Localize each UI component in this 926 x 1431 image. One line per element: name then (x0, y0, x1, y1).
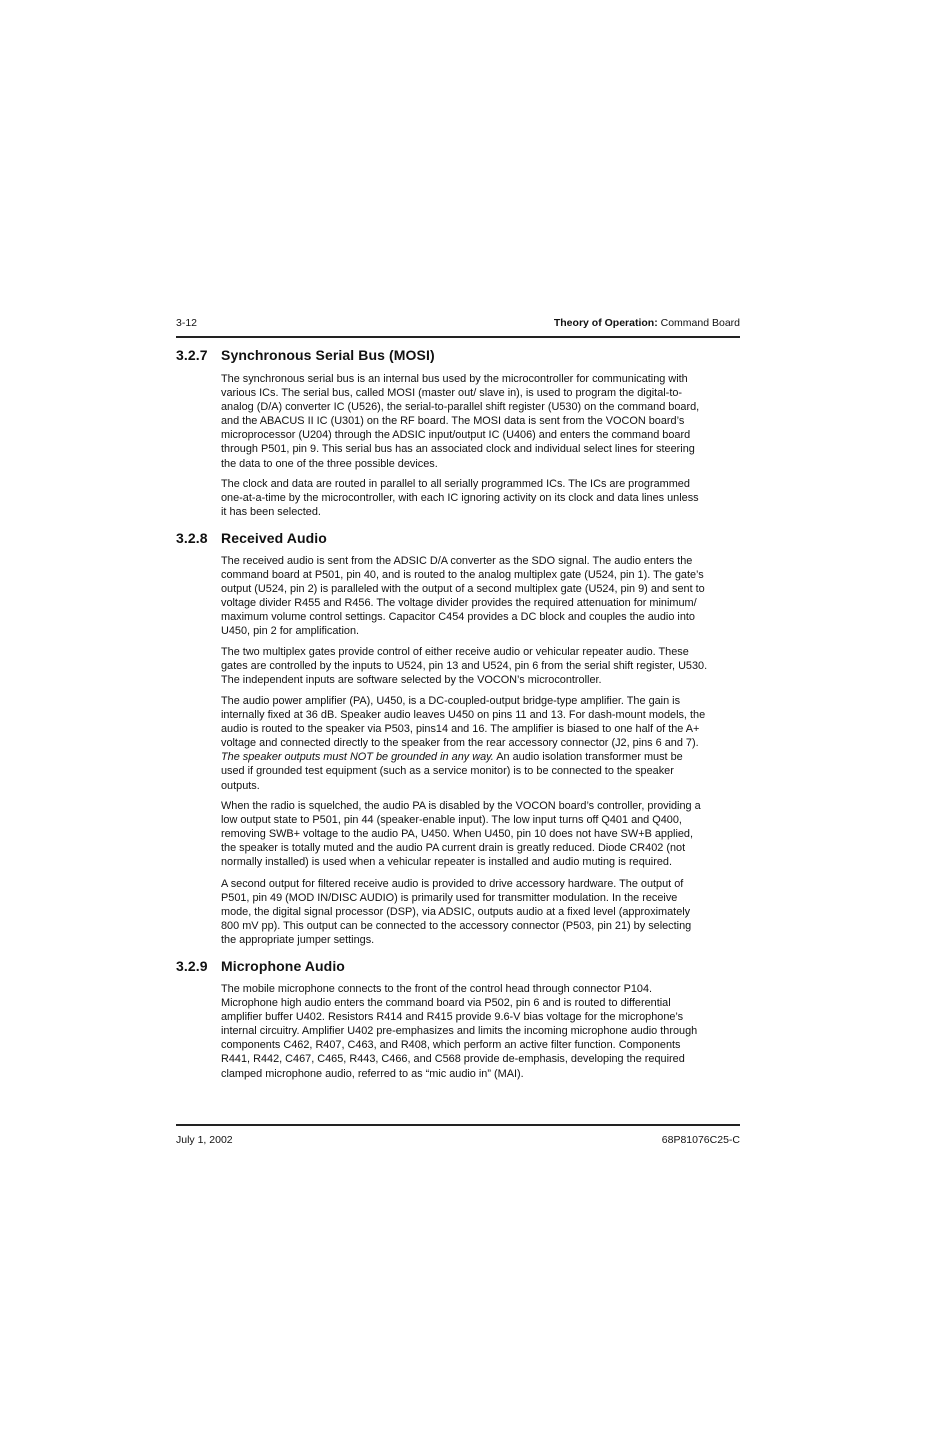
paragraph (221, 477, 741, 519)
section-title: Received Audio (221, 530, 327, 546)
paragraph (221, 645, 741, 687)
paragraph (221, 372, 741, 471)
text-line: The clock and data are routed in parallel to all serially programmed ICs. The ICs are programmed (221, 478, 690, 490)
paragraph (221, 694, 741, 793)
section-heading-3-2-9 (176, 958, 345, 974)
text-line: microprocessor (U204) through the ADSIC input/output IC (U406) and enters the command board (221, 429, 691, 442)
text-line: A second output for filtered receive audio is provided to drive accessory hardware. The output of (221, 878, 684, 890)
text-line: Microphone high audio enters the command board via P502, pin 6 and is routed to differential (221, 997, 671, 1010)
section-heading-3-2-8 (176, 530, 327, 546)
section-number: 3.2.9 (176, 958, 208, 974)
text-line: command board at P501, pin 40, and is routed to the analog multiplex gate (U524, pin 1). The gate’s (221, 569, 704, 582)
text-line: The synchronous serial bus is an internal bus used by the microcontroller for communicating with (221, 373, 688, 385)
text-line: The two multiplex gates provide control of either receive audio or vehicular repeater audio. These (221, 646, 689, 658)
text-line: it has been selected. (221, 506, 321, 519)
text-line: When the radio is squelched, the audio PA is disabled by the VOCON board’s controller, providing a (221, 800, 701, 812)
text-line: low output state to P501, pin 44 (speaker-enable input). The low input turns off Q401 and Q400, (221, 814, 682, 827)
text-line: and the ABACUS II IC (U301) on the RF board. The MOSI data is sent from the VOCON board’s (221, 415, 685, 428)
section-number: 3.2.8 (176, 530, 208, 546)
text-line: The received audio is sent from the ADSIC D/A converter as the SDO signal. The audio enters the (221, 555, 693, 567)
text-line: 800 mV pp). This output can be connected to the accessory connector (P503, pin 21) by selecting (221, 920, 692, 933)
text-line: outputs. (221, 779, 260, 792)
text-line: The independent inputs are software selected by the VOCON’s microcontroller. (221, 674, 602, 687)
text-line: maximum volume control settings. Capacitor C454 provides a DC block and couples the audio into (221, 611, 695, 624)
text-line: gates are controlled by the inputs to U524, pin 13 and U524, pin 6 from the serial shift register, U530. (221, 660, 708, 673)
text-line: one-at-a-time by the microcontroller, with each IC ignoring activity on its clock and data lines unless (221, 492, 699, 505)
text-line: through P501, pin 9. This serial bus has an associated clock and individual select lines for steering (221, 443, 695, 456)
text-line: audio is routed to the speaker via P503, pins14 and 16. The amplifier is biased to one half of the A+ (221, 723, 700, 736)
footer-doc-number: 68P81076C25-C (661, 1134, 740, 1146)
text-line: R441, R442, C467, C465, R443, C466, and C568 provide de-emphasis, developing the required (221, 1053, 685, 1066)
paragraph (221, 799, 741, 869)
header-title-bold: Theory of Operation: (553, 317, 658, 329)
text-line: clamped microphone audio, referred to as “mic audio in” (MAI). (221, 1067, 524, 1080)
section-title: Synchronous Serial Bus (MOSI) (221, 347, 435, 363)
text-line: internal circuitry. Amplifier U402 pre-emphasizes and limits the incoming microphone audio through (221, 1025, 698, 1038)
text-line: used if grounded test equipment (such as a service monitor) is to be connected to the speaker (221, 765, 674, 778)
text-line: amplifier buffer U402. Resistors R414 and R415 provide 9.6-V bias voltage for the microphone’s (221, 1011, 684, 1024)
text-line: normally installed) is used when a vehicular repeater is installed and audio muting is required. (221, 856, 672, 869)
text-line: internally fixed at 36 dB. Speaker audio leaves U450 on pins 11 and 13. For dash-mount models, the (221, 709, 706, 722)
paragraph (221, 877, 741, 947)
text-line: U450, pin 2 for amplification. (221, 625, 360, 638)
text-line: various ICs. The serial bus, called MOSI (master out/ slave in), is used to program the digital-to- (221, 387, 683, 400)
text-line: components C462, R407, C463, and R408, which perform an active filter function. Components (221, 1039, 681, 1052)
text-line: mode, the digital signal processor (DSP), via ADSIC, outputs audio at a fixed level (approximately (221, 906, 691, 919)
paragraph (221, 554, 741, 639)
footer-date: July 1, 2002 (176, 1134, 233, 1146)
text-line: removing SWB+ voltage to the audio PA, U450. When U450, pin 10 does not have SW+B applied, (221, 828, 694, 841)
page-footer (176, 1124, 740, 1146)
text-run: An audio isolation transformer must be (493, 751, 683, 764)
header-title-regular: Command Board (660, 317, 740, 329)
warning-text: The speaker outputs must NOT be grounded in any way. (221, 751, 494, 764)
text-line (221, 750, 741, 764)
text-line: voltage divider R455 and R456. The voltage divider provides the required attenuation for minimum/ (221, 597, 697, 610)
page-header (176, 316, 740, 338)
text-line: the data to one of the three possible devices. (221, 457, 438, 470)
text-line: the appropriate jumper settings. (221, 934, 375, 947)
text-line: output (U524, pin 2) is paralleled with the output of a second multiplex gate (U524, pin 9) and sent to (221, 583, 705, 596)
text-line: analog (D/A) converter IC (U526), the serial-to-parallel shift register (U530) on the command board, (221, 401, 700, 414)
text-line: the speaker is totally muted and the audio PA current drain is greatly reduced. Diode CR402 (not (221, 842, 686, 855)
text-line: The mobile microphone connects to the front of the control head through connector P104. (221, 983, 653, 995)
text-line: voltage and connected directly to the speaker from the rear accessory connector (J2, pins 6 and 7). (221, 737, 699, 750)
page-number: 3-12 (176, 317, 198, 329)
text-line: The audio power amplifier (PA), U450, is a DC-coupled-output bridge-type amplifier. The gain is (221, 695, 681, 707)
section-title: Microphone Audio (221, 958, 345, 974)
section-number: 3.2.7 (176, 347, 208, 363)
section-heading-3-2-7 (176, 347, 435, 363)
paragraph (221, 982, 741, 1081)
text-line: P501, pin 49 (MOD IN/DISC AUDIO) is primarily used for transmitter modulation. In the receive (221, 892, 678, 905)
header-title (554, 317, 740, 329)
